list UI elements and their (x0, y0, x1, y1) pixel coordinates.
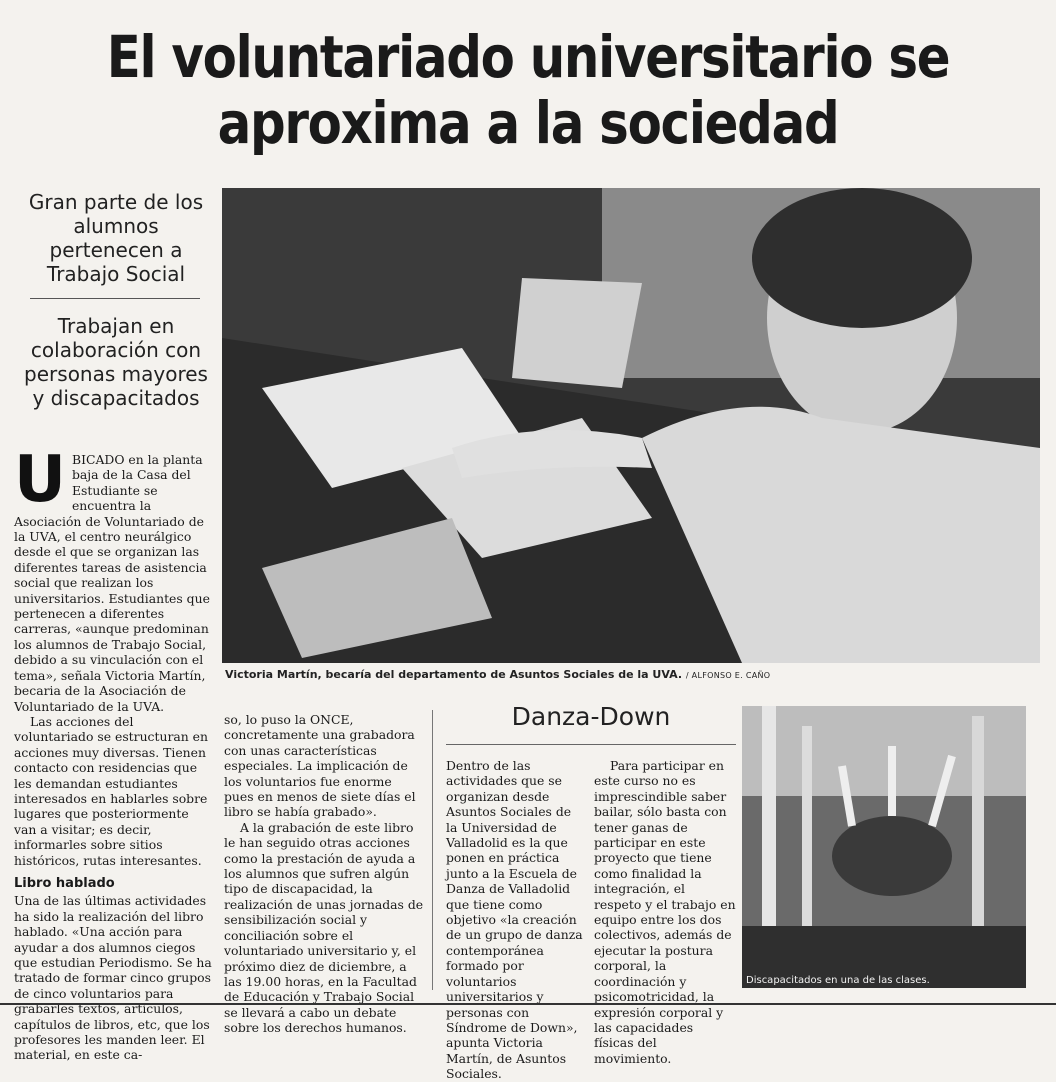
article-paragraph-1: BICADO en la planta baja de la Casa del Estudiante se encuentra la Asociación de Voluntariado de la UVA, el centro neurálgico desde el que se organizan las diferentes tareas de asistencia social que realizan los universitarios. Estudiantes que pertenecen a diferentes carreras, «aunque predominan los alumnos de Trabajo Social, debido a su vinculación con el tema», señala Victoria Martín, becaria de la Asociación de Voluntariado de la UVA. (14, 452, 210, 714)
headline-line-1: El voluntariado universitario se (106, 23, 950, 91)
article-paragraph-3: Una de las últimas actividades ha sido la realización del libro hablado. «Una acción para ayudar a dos alumnos ciegos que estudian Periodismo. Se ha tratado de formar cinco grupos de cinco voluntarios para grabarles textos, artículos, capítulos de libros, etc, que los profesores les manden leer. El material, en este ca- (14, 893, 212, 1063)
section-subhead: Libro hablado (14, 875, 115, 891)
headline (74, 24, 982, 156)
main-photo-caption (225, 668, 1035, 681)
deck-divider (30, 298, 200, 299)
dance-photo-caption: Discapacitados en una de las clases. (746, 975, 930, 986)
photo-credit: / ALFONSO E. CAÑO (685, 671, 771, 680)
sidebar-title: Danza-Down (511, 702, 671, 731)
sidebar-column-1 (446, 758, 586, 1082)
article-paragraph-2: Las acciones del voluntariado se estructuran en acciones muy diversas. Tienen contacto con residencias que les demandan estudiantes interesados en hablarles sobre lugares que posteriormente van a visitar; es decir, informarles sobre sitios históricos, rutas interesantes. (14, 713, 208, 868)
column-divider (432, 710, 433, 990)
drop-cap: U (14, 443, 66, 517)
article-paragraph-4: so, lo puso la ONCE, concretamente una grabadora con unas características especiales. La implicación de los voluntarios fue enorme pues en menos de siete días el libro se había grabado». (224, 712, 416, 820)
main-photo-caption-text: Victoria Martín, becaría del departamento de Asuntos Sociales de la UVA. (225, 668, 682, 681)
deck-first: Gran parte de los alumnos pertenecen a Trabajo Social (28, 190, 204, 286)
page-bottom-rule (0, 1003, 1056, 1005)
dance-photo (742, 706, 1026, 988)
sidebar-paragraph-2: Para participar en este curso no es imprescindible saber bailar, sólo basta con tener ganas de participar en este proyecto que tiene como finalidad la integración, el respeto y el trabajo en equipo entre los dos colectivos, además de ejecutar la postura corporal, la coordinación y psicomotricidad, la expresión corporal y las capacidades físicas del movimiento. (594, 758, 736, 1066)
deck-second: Trabajan en colaboración con personas mayores y discapacitados (24, 314, 208, 410)
dance-photo-illustration (742, 706, 1026, 988)
sidebar-column-2 (594, 758, 736, 1066)
main-photo-illustration (222, 188, 1040, 663)
article-column-2 (224, 712, 424, 1036)
sidebar-paragraph-1: Dentro de las actividades que se organizan desde Asuntos Sociales de la Universidad de Valladolid es la que ponen en práctica junto a la Escuela de Danza de Valladolid que tiene como objetivo «la creación de un grupo de danza contemporánea formado por voluntarios universitarios y personas con Síndrome de Down», apunta Victoria Martín, de Asuntos Sociales. (446, 758, 583, 1082)
sidebar-title-rule (446, 744, 736, 745)
article-column-1 (14, 443, 214, 1063)
headline-line-2: aproxima a la sociedad (217, 89, 839, 157)
main-photo (222, 188, 1040, 663)
article-paragraph-5: A la grabación de este libro le han seguido otras acciones como la prestación de ayuda a los alumnos que sufren algún tipo de discapacidad, la realización de unas jornadas de sensibilización social y conciliación sobre el voluntariado universitario y, el próximo diez de diciembre, a las 19.00 horas, en la Facultad de Educación y Trabajo Social se llevará a cabo un debate sobre los derechos humanos. (224, 819, 424, 1036)
